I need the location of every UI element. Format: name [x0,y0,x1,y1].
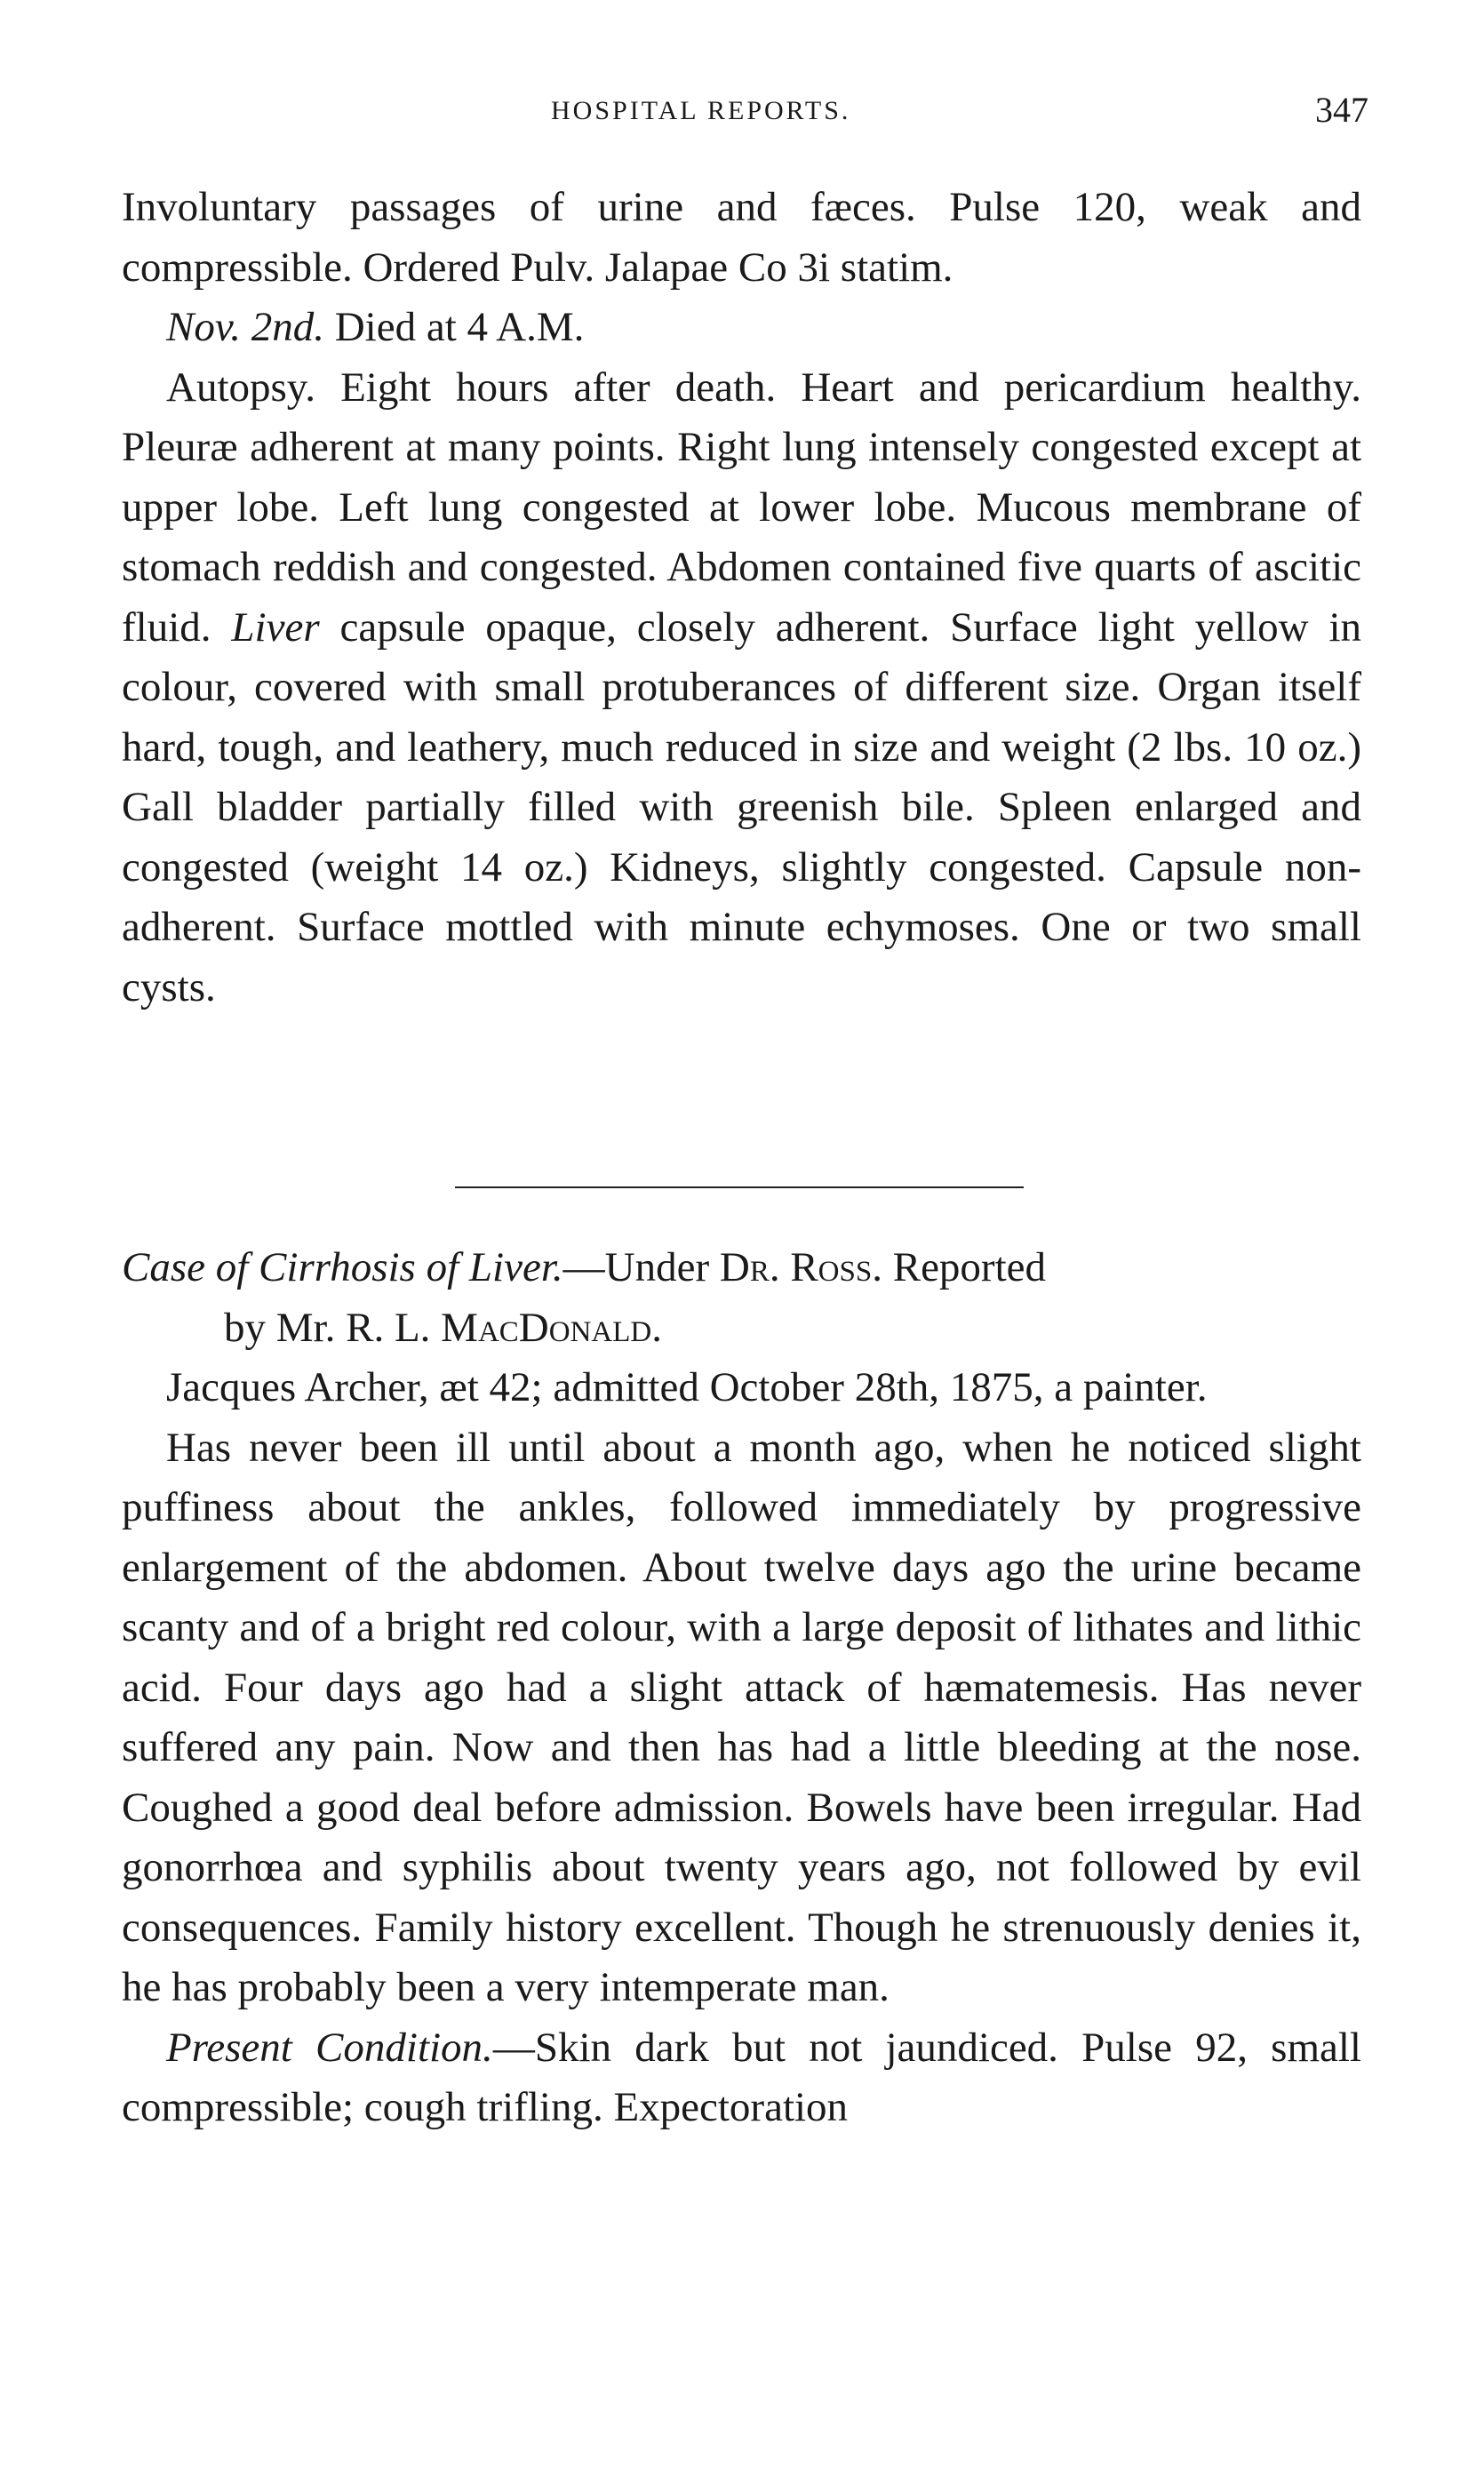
page-number: 347 [1315,90,1368,130]
case-title-doctor: Dr. Ross. [719,1244,882,1290]
case-title-line1 [122,1238,1361,1298]
case-title-line2 [224,1305,662,1351]
case-title-reporter: MacDonald. [441,1304,662,1351]
paragraph-died [122,298,1361,358]
paragraph-history: Has never been ill until about a month ago, when he noticed slight puffiness about the ankles, followed immediately by progressive enlargement of the abdomen. About twelve days ago the urine became scanty and of a bright red colour, with a large deposit of lithates and lithic acid. Four days ago had a slight attack of hæmatemesis. Has never suffered any pain. Now and then has had a little bleeding at the nose. Coughed a good deal before admission. Bowels have been irregular. Had gonorrhœa and syphilis about twenty years ago, not followed by evil consequences. Family history excellent. Though he strenuously denies it, he has probably been a very intemperate man. [122,1424,1361,2010]
date-lead: Nov. 2nd. [166,304,324,350]
paragraph-autopsy [122,358,1361,1018]
case-title-under: —Under [562,1244,720,1290]
autopsy-text-rest: capsule opaque, closely adherent. Surface light yellow in colour, covered with small protuberances of different size. Organ itself hard, tough, and leathery, much reduced in size and weight (2 lbs. 10 oz.) Gall bladder partially filled with greenish bile. Spleen enlarged and congested (weight 14 oz.) Kidneys, slightly congested. Capsule non-adherent. Surface mottled with minute echymoses. One or two small cysts. [122,603,1362,1010]
case-title-by: by Mr. R. L. [224,1304,442,1351]
paragraph-patient: Jacques Archer, æt 42; admitted October 28th, 1875, a painter. [166,1364,1208,1410]
paragraph-present-condition [122,2018,1361,2138]
cirrhosis-case-section [122,1238,1361,2138]
died-text: Died at 4 A.M. [323,304,585,350]
case-title [122,1238,1361,1358]
liver-lead: Liver [231,603,320,651]
present-condition-text: —Skin dark but not jaundiced. Pulse 92, small compressible; cough trifling. Expectoration [122,2024,1361,2130]
autopsy-text-start: Autopsy. Eight hours after death. Heart and pericardium healthy. Pleuræ adherent at many points. Right lung intensely congested except at upper lobe. Left lung congested at lower lobe. Mucous membrane of stomach reddish and congested. Abdomen contained five quarts of ascitic fluid. [122,363,1361,651]
case-title-reported: Reported [882,1244,1046,1290]
autopsy-section [122,178,1361,1018]
paragraph-involuntary: Involuntary passages of urine and fæces. Pulse 120, weak and compressible. Ordered Pulv. Jalapae Co 3i statim. [122,184,1361,291]
present-condition-lead: Present Condition. [166,2024,493,2071]
running-head: HOSPITAL REPORTS. [551,96,851,125]
case-title-italic: Case of Cirrhosis of Liver. [122,1244,563,1290]
section-divider [455,1186,1024,1188]
